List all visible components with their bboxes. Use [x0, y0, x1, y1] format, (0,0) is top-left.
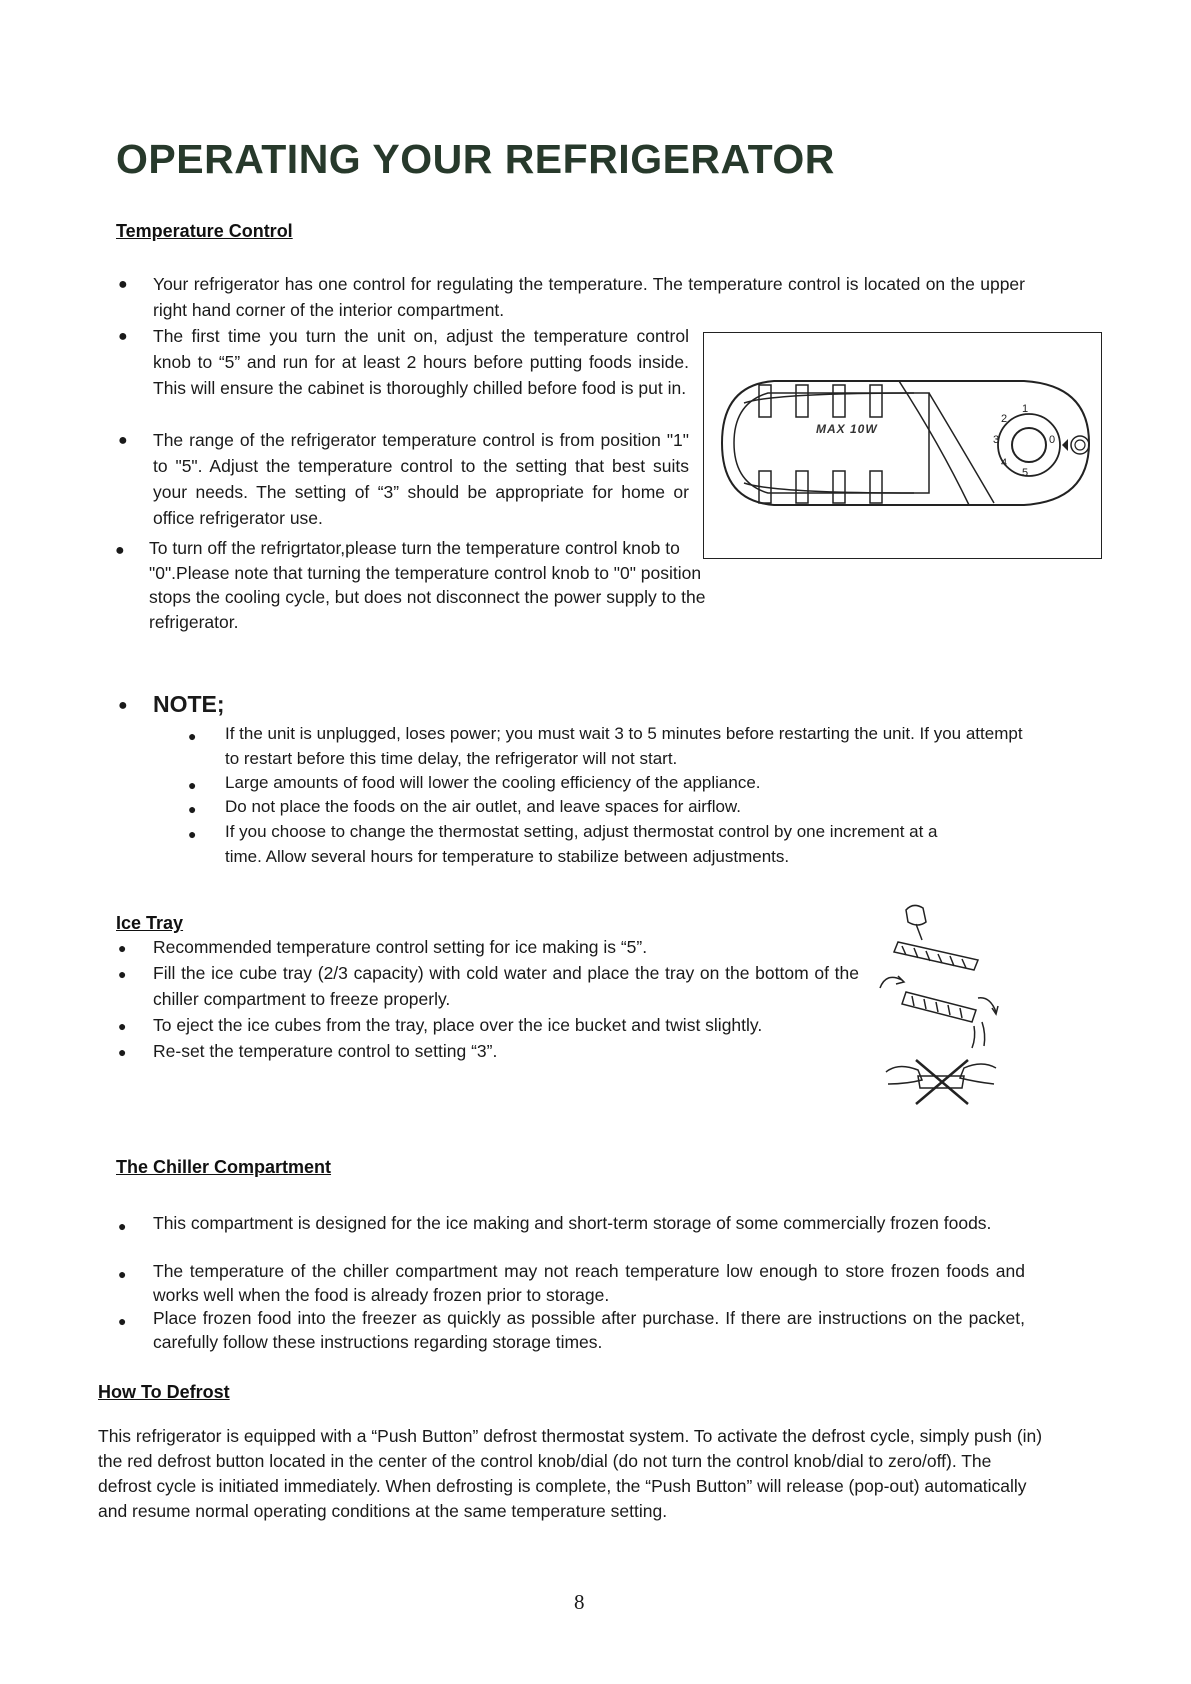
- temperature-control-heading: Temperature Control: [116, 221, 293, 241]
- bullet-icon: ●: [118, 940, 127, 956]
- defrost-paragraph: This refrigerator is equipped with a “Push Button” defrost thermostat system. To activate the defrost cycle, simply push (in) the red defrost button located in the center of the control knob/dial (do not turn the control knob/dial to zero/off). The defrost cycle is initiated immediately. When defrosting is complete, the “Push Button” will release (pop-out) automatically and resume normal operating conditions at the same temperature setting.: [98, 1426, 1043, 1521]
- dial-number-3: 3: [993, 434, 1000, 446]
- dial-number-4: 4: [1001, 457, 1008, 469]
- bullet-icon: ●: [188, 728, 197, 744]
- lamp-label: MAX 10W: [816, 422, 878, 436]
- list-item: Do not place the foods on the air outlet, and leave spaces for airflow.: [225, 797, 741, 816]
- list-item: Your refrigerator has one control for regulating the temperature. The temperature control is located on the upper right hand corner of the interior compartment.: [153, 274, 1025, 320]
- list-item: To turn off the refrigrtator,please turn the temperature control knob to "0".Please note that turning the temperature control knob to "0" position stops the cooling cycle, but does not disconnect the power supply to the refrigerator.: [149, 538, 706, 632]
- twist-tray-icon: [880, 976, 998, 1048]
- temperature-control-figure: [703, 332, 1102, 559]
- dial-number-1: 1: [1022, 403, 1029, 415]
- bullet-icon: ●: [118, 1218, 127, 1234]
- list-item: The range of the refrigerator temperature control is from position "1" to "5". Adjust the temperature control to the setting that best suits your needs. The setting of “3” should be appropriate for home or office refrigerator use.: [153, 430, 689, 528]
- list-item: This compartment is designed for the ice making and short-term storage of some commercially frozen foods.: [153, 1213, 992, 1233]
- bullet-icon: ●: [118, 328, 128, 345]
- list-item: The temperature of the chiller compartment may not reach temperature low enough to store frozen foods and works well when the food is already frozen prior to storage.: [153, 1261, 1025, 1305]
- ice-tray-illustrations: [878, 900, 1008, 1120]
- bullet-icon: ●: [118, 1266, 127, 1282]
- bullet-icon: ●: [118, 432, 128, 449]
- dial-number-0: 0: [1049, 434, 1056, 446]
- fill-tray-icon: [894, 905, 978, 970]
- note-heading: NOTE;: [153, 691, 225, 717]
- list-item: Large amounts of food will lower the cooling efficiency of the appliance.: [225, 773, 761, 792]
- bullet-icon: ●: [118, 276, 128, 293]
- bullet-icon: ●: [188, 826, 197, 842]
- bullet-icon: ●: [115, 542, 125, 559]
- dial-number-2: 2: [1001, 413, 1008, 425]
- bullet-icon: ●: [188, 801, 197, 817]
- page-number: 8: [574, 1590, 585, 1614]
- dial-number-5: 5: [1022, 467, 1029, 479]
- list-item: Place frozen food into the freezer as quickly as possible after purchase. If there are instructions on the packet, carefully follow these instructions regarding storage times.: [153, 1308, 1025, 1352]
- list-item: Fill the ice cube tray (2/3 capacity) with cold water and place the tray on the bottom of the chiller compartment to freeze properly.: [153, 963, 859, 1009]
- list-item: To eject the ice cubes from the tray, place over the ice bucket and twist slightly.: [153, 1015, 763, 1035]
- ice-tray-heading: Ice Tray: [116, 913, 184, 933]
- list-item: Recommended temperature control setting for ice making is “5”.: [153, 937, 648, 957]
- list-item: Re-set the temperature control to setting “3”.: [153, 1041, 498, 1061]
- do-not-twist-icon: [886, 1060, 996, 1104]
- defrost-heading: How To Defrost: [98, 1382, 230, 1402]
- bullet-icon: ●: [118, 1044, 127, 1060]
- chiller-heading: The Chiller Compartment: [116, 1157, 332, 1177]
- list-item: The first time you turn the unit on, adjust the temperature control knob to “5” and run for at least 2 hours before putting foods inside. This will ensure the cabinet is thoroughly chilled before food is put in.: [153, 326, 689, 398]
- list-item: If you choose to change the thermostat setting, adjust thermostat control by one increment at a time. Allow several hours for temperature to stabilize between adjustments.: [225, 822, 938, 866]
- bullet-icon: ●: [118, 1018, 127, 1034]
- bullet-icon: ●: [118, 966, 127, 982]
- list-item: If the unit is unplugged, loses power; you must wait 3 to 5 minutes before restarting the unit. If you attempt to restart before this time delay, the refrigerator will not start.: [225, 724, 1023, 768]
- control-panel-illustration: [704, 333, 1100, 557]
- page-title: OPERATING YOUR REFRIGERATOR: [116, 136, 835, 182]
- bullet-icon: ●: [118, 697, 128, 714]
- bullet-icon: ●: [118, 1313, 127, 1329]
- bullet-icon: ●: [188, 777, 197, 793]
